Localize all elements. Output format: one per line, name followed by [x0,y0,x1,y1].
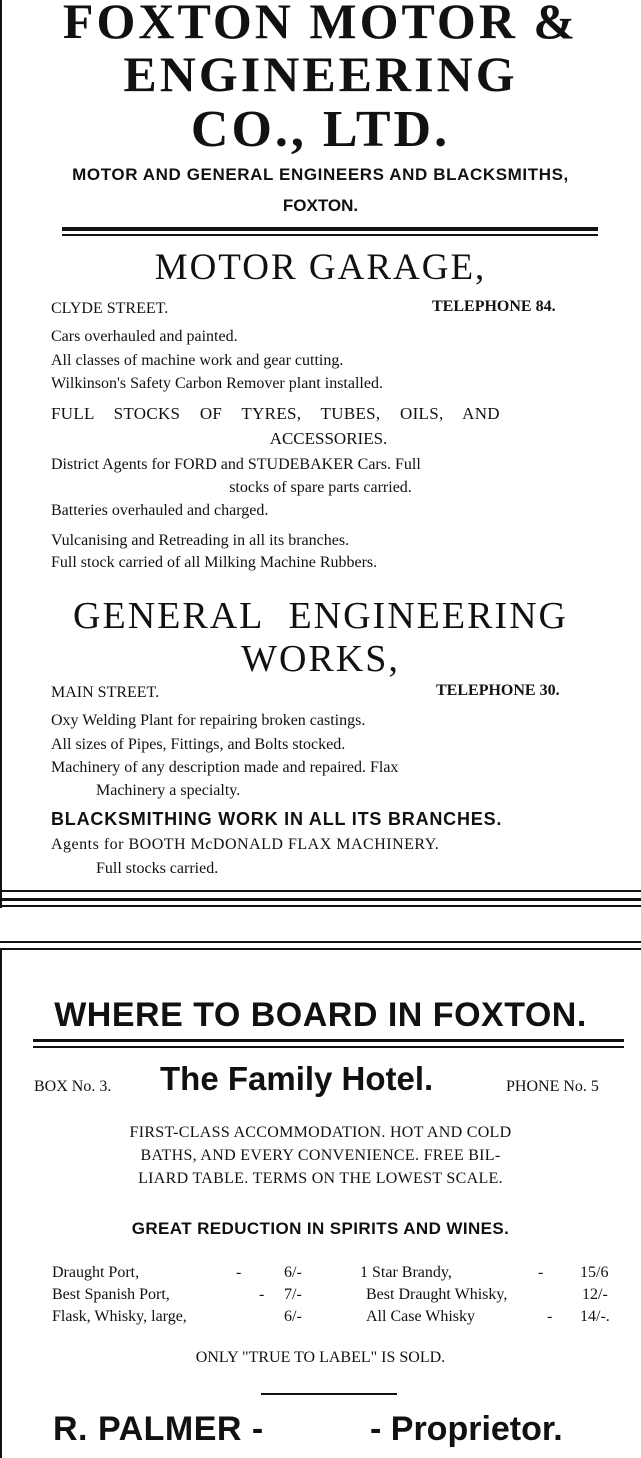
company-title-line3: CO., LTD. [190,101,451,158]
garage-line: Vulcanising and Retreading in all its branches. [51,532,350,549]
section-rule-2 [0,948,641,950]
accommodation-line: BATHS, AND EVERY CONVENIENCE. FREE BIL- [140,1147,501,1164]
garage-telephone: TELEPHONE 84. [432,298,556,315]
hotel-phone: PHONE No. 5 [506,1078,599,1095]
garage-line: Batteries overhauled and charged. [51,502,269,519]
price-item: Draught Port, [52,1264,140,1281]
price-value: 6/- [284,1308,302,1325]
company-subtitle: MOTOR AND GENERAL ENGINEERS AND BLACKSMITHS, [72,165,569,184]
works-line: All sizes of Pipes, Fittings, and Bolts stocked. [51,736,346,753]
price-item: All Case Whisky [366,1308,476,1325]
price-dash: - [259,1286,265,1303]
spirits-reduction: GREAT REDUCTION IN SPIRITS AND WINES. [131,1219,510,1238]
section-rule-1 [0,941,641,943]
garage-agents-line2: stocks of spare parts carried. [229,479,412,496]
price-value: 12/- [582,1286,608,1303]
price-value: 15/6 [580,1264,609,1281]
accommodation-line: FIRST-CLASS ACCOMMODATION. HOT AND COLD [129,1124,512,1141]
heading-rule-2 [33,1046,624,1048]
garage-line: Cars overhauled and painted. [51,328,238,345]
garage-stocks-line1: FULL STOCKS OF TYRES, TUBES, OILS, AND [51,404,500,423]
proprietor-name: R. PALMER - [53,1410,264,1448]
works-heading-line2: WORKS, [241,638,400,680]
garage-agents-line1: District Agents for FORD and STUDEBAKER Cars. Full [51,456,421,473]
double-rule-top [62,227,598,231]
company-title-line1: FOXTON MOTOR & [62,0,579,49]
price-dash: - [547,1308,553,1325]
works-agents-line2: Full stocks carried. [96,860,219,877]
works-street: MAIN STREET. [51,684,160,701]
works-telephone: TELEPHONE 30. [436,682,560,699]
price-dash: - [538,1264,544,1281]
bottom-rule-2 [0,898,641,901]
bottom-rule-1 [0,890,641,892]
garage-line: Full stock carried of all Milking Machine Rubbers. [51,554,378,571]
bottom-rule-3 [0,905,641,907]
garage-line: Wilkinson's Safety Carbon Remover plant installed. [51,375,383,392]
short-rule [261,1393,397,1395]
price-item: 1 Star Brandy, [360,1264,452,1281]
price-value: 14/-. [580,1308,610,1325]
box-number: BOX No. 3. [34,1078,112,1095]
company-location: FOXTON. [282,196,359,215]
price-dash: - [236,1264,242,1281]
hotel-name: The Family Hotel. [160,1060,434,1097]
price-value: 6/- [284,1264,302,1281]
price-item: Best Draught Whisky, [366,1286,508,1303]
double-rule-bottom [62,234,598,236]
proprietor-title: - Proprietor. [370,1410,563,1448]
garage-street: CLYDE STREET. [51,300,169,317]
works-machinery-continued: Machinery a specialty. [96,782,241,799]
accommodation-line: LIARD TABLE. TERMS ON THE LOWEST SCALE. [138,1170,503,1187]
price-item: Flask, Whisky, large, [52,1308,187,1325]
works-heading-line1: GENERAL ENGINEERING [73,595,568,637]
board-heading: WHERE TO BOARD IN FOXTON. [54,996,587,1034]
price-item: Best Spanish Port, [52,1286,170,1303]
garage-stocks-line2: ACCESSORIES. [269,429,388,448]
company-title-line2: ENGINEERING [123,46,518,102]
works-line: Oxy Welding Plant for repairing broken castings. [51,712,366,729]
garage-heading: MOTOR GARAGE, [154,247,487,288]
heading-rule-1 [33,1039,624,1042]
price-value: 7/- [284,1286,302,1303]
works-agents-line1: Agents for BOOTH McDONALD FLAX MACHINERY. [51,836,440,853]
works-line: Machinery of any description made and repaired. Flax [51,759,399,776]
true-to-label: ONLY "TRUE TO LABEL" IS SOLD. [195,1349,446,1366]
works-blacksmithing: BLACKSMITHING WORK IN ALL ITS BRANCHES. [51,809,503,829]
garage-line: All classes of machine work and gear cutting. [51,352,344,369]
